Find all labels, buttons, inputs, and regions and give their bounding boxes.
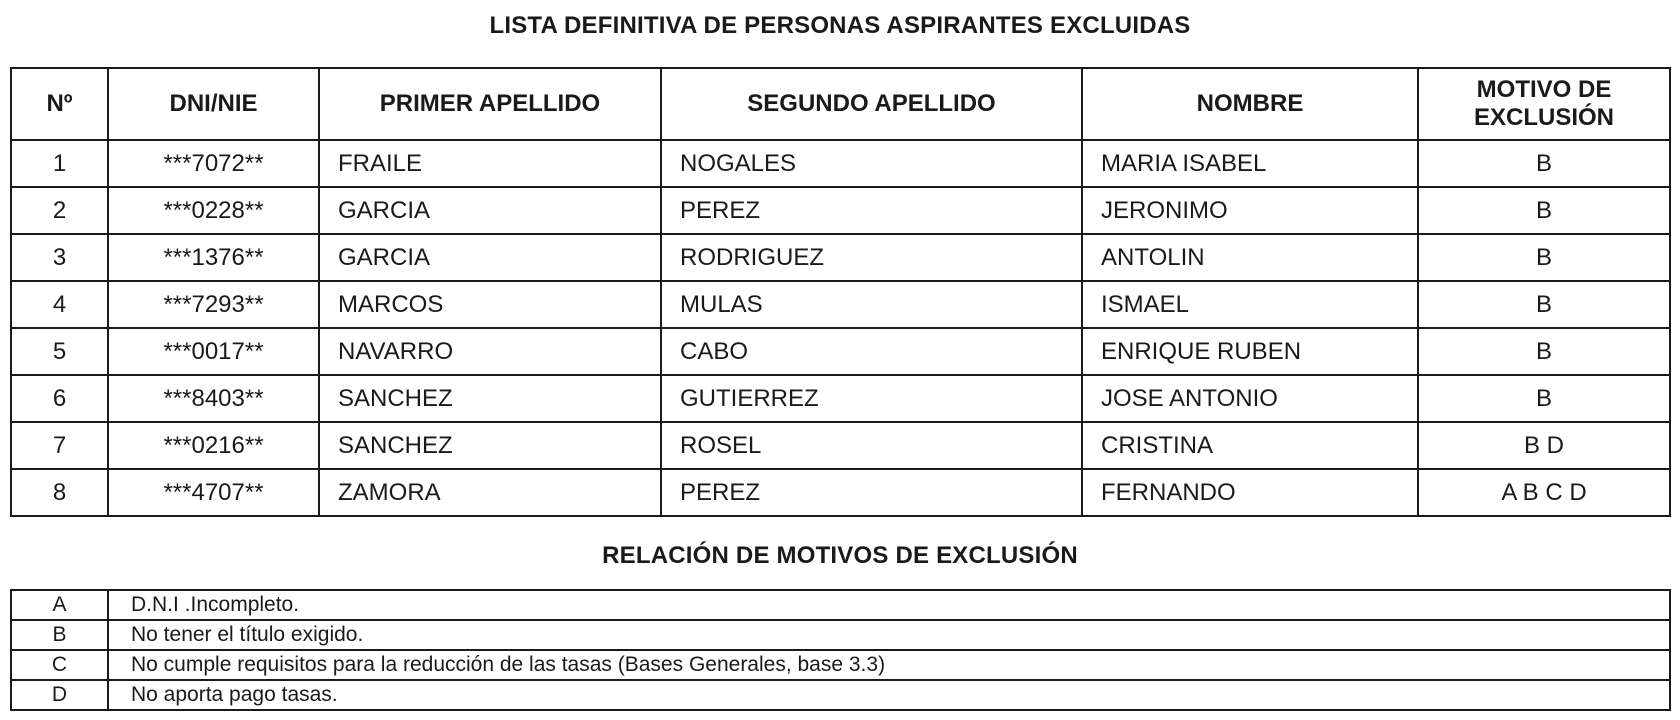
cell-num: 5 [11,328,108,375]
header-num: Nº [11,68,108,140]
cell-nombre: JERONIMO [1082,187,1418,234]
motive-code: A [11,590,108,620]
table-row [11,187,1670,234]
cell-dni: ***4707** [108,469,319,516]
cell-segundo-apellido: MULAS [661,281,1082,328]
motive-row [11,650,1670,680]
cell-segundo-apellido: PEREZ [661,469,1082,516]
cell-motivo: B [1418,375,1670,422]
cell-num: 1 [11,140,108,187]
exclusion-motives-table [10,589,1671,711]
cell-nombre: ISMAEL [1082,281,1418,328]
motive-row [11,620,1670,650]
cell-dni: ***0216** [108,422,319,469]
cell-nombre: MARIA ISABEL [1082,140,1418,187]
excluded-applicants-table [10,67,1671,517]
cell-segundo-apellido: GUTIERREZ [661,375,1082,422]
cell-dni: ***7072** [108,140,319,187]
motive-text: No aporta pago tasas. [108,680,1670,710]
motive-code: D [11,680,108,710]
header-motivo [1418,68,1670,140]
table-header-row [11,68,1670,140]
cell-dni: ***1376** [108,234,319,281]
cell-nombre: FERNANDO [1082,469,1418,516]
header-motivo-line1: MOTIVO DE [1476,76,1612,103]
cell-dni: ***0228** [108,187,319,234]
cell-dni: ***8403** [108,375,319,422]
motives-section-title: RELACIÓN DE MOTIVOS DE EXCLUSIÓN [602,542,1078,569]
cell-primer-apellido: GARCIA [319,187,661,234]
table-row [11,328,1670,375]
motive-code: C [11,650,108,680]
cell-primer-apellido: SANCHEZ [319,375,661,422]
header-dni: DNI/NIE [108,68,319,140]
motive-code: B [11,620,108,650]
cell-primer-apellido: GARCIA [319,234,661,281]
cell-motivo: B D [1418,422,1670,469]
header-primer-apellido: PRIMER APELLIDO [319,68,661,140]
cell-nombre: CRISTINA [1082,422,1418,469]
header-motivo-line2: EXCLUSIÓN [1473,104,1614,131]
cell-dni: ***7293** [108,281,319,328]
cell-num: 8 [11,469,108,516]
cell-motivo: B [1418,281,1670,328]
motive-text: D.N.I .Incompleto. [108,590,1670,620]
cell-num: 6 [11,375,108,422]
motive-row [11,590,1670,620]
page-title: LISTA DEFINITIVA DE PERSONAS ASPIRANTES EXCLUIDAS [489,12,1191,39]
table-row [11,281,1670,328]
header-segundo-apellido: SEGUNDO APELLIDO [661,68,1082,140]
cell-nombre: ANTOLIN [1082,234,1418,281]
cell-num: 3 [11,234,108,281]
table-row [11,140,1670,187]
cell-nombre: JOSE ANTONIO [1082,375,1418,422]
cell-primer-apellido: MARCOS [319,281,661,328]
header-nombre: NOMBRE [1082,68,1418,140]
cell-motivo: B [1418,328,1670,375]
cell-segundo-apellido: RODRIGUEZ [661,234,1082,281]
motive-text: No tener el título exigido. [108,620,1670,650]
cell-primer-apellido: NAVARRO [319,328,661,375]
cell-motivo: A B C D [1418,469,1670,516]
cell-segundo-apellido: NOGALES [661,140,1082,187]
cell-motivo: B [1418,234,1670,281]
cell-motivo: B [1418,140,1670,187]
cell-dni: ***0017** [108,328,319,375]
cell-primer-apellido: ZAMORA [319,469,661,516]
cell-segundo-apellido: PEREZ [661,187,1082,234]
table-row [11,375,1670,422]
table-row [11,234,1670,281]
table-row [11,469,1670,516]
cell-num: 2 [11,187,108,234]
cell-num: 7 [11,422,108,469]
cell-num: 4 [11,281,108,328]
cell-primer-apellido: SANCHEZ [319,422,661,469]
cell-nombre: ENRIQUE RUBEN [1082,328,1418,375]
cell-primer-apellido: FRAILE [319,140,661,187]
motive-text: No cumple requisitos para la reducción de las tasas (Bases Generales, base 3.3) [108,650,1670,680]
cell-segundo-apellido: ROSEL [661,422,1082,469]
cell-motivo: B [1418,187,1670,234]
motive-row [11,680,1670,710]
table-row [11,422,1670,469]
cell-segundo-apellido: CABO [661,328,1082,375]
